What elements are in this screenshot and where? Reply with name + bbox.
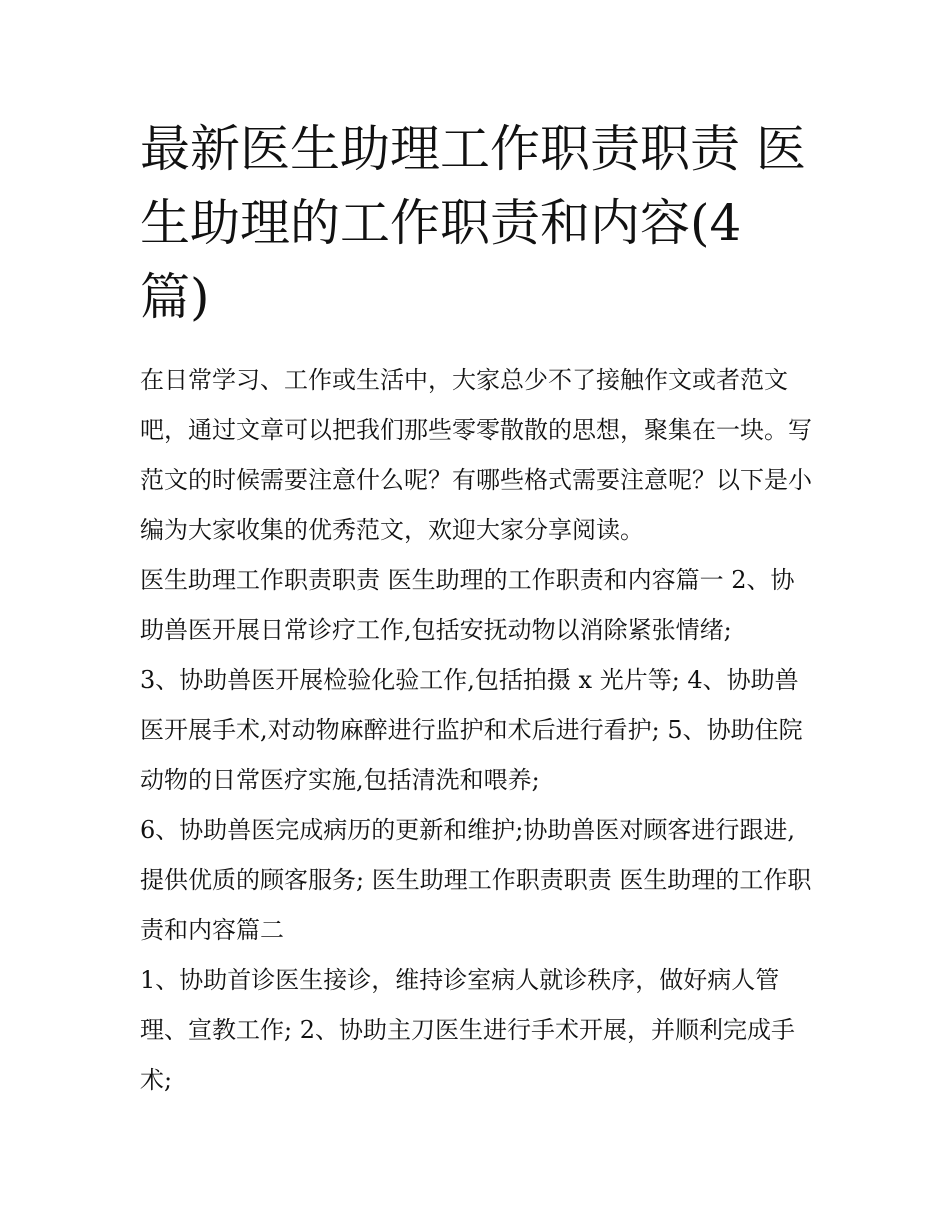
paragraph-part-one: 医生助理工作职责职责 医生助理的工作职责和内容篇一 2、协助兽医开展日常诊疗工作,包括安抚动物以消除紧张情绪;	[140, 566, 795, 644]
paragraph-part-two: 1、协助首诊医生接诊，维持诊室病人就诊秩序，做好病人管理、宣教工作; 2、协助主刀医生进行手术开展，并顺利完成手术;	[140, 966, 795, 1094]
paragraph-intro: 在日常学习、工作或生活中，大家总少不了接触作文或者范文吧，通过文章可以把我们那些零零散散的思想，聚集在一块。写范文的时候需要注意什么呢？有哪些格式需要注意呢？以下是小编为大家收集的优秀范文，欢迎大家分享阅读。	[140, 366, 812, 544]
document-body	[140, 355, 812, 1105]
document-title: 最新医生助理工作职责职责 医生助理的工作职责和内容(4篇)	[140, 120, 806, 326]
paragraph-duties-6: 6、协助兽医完成病历的更新和维护;协助兽医对顾客进行跟进,提供优质的顾客服务; 医生助理工作职责职责 医生助理的工作职责和内容篇二	[140, 816, 812, 944]
paragraph-duties-3-5: 3、协助兽医开展检验化验工作,包括拍摄 x 光片等; 4、协助兽医开展手术,对动物麻醉进行监护和术后进行看护; 5、协助住院动物的日常医疗实施,包括清洗和喂养;	[140, 666, 803, 794]
